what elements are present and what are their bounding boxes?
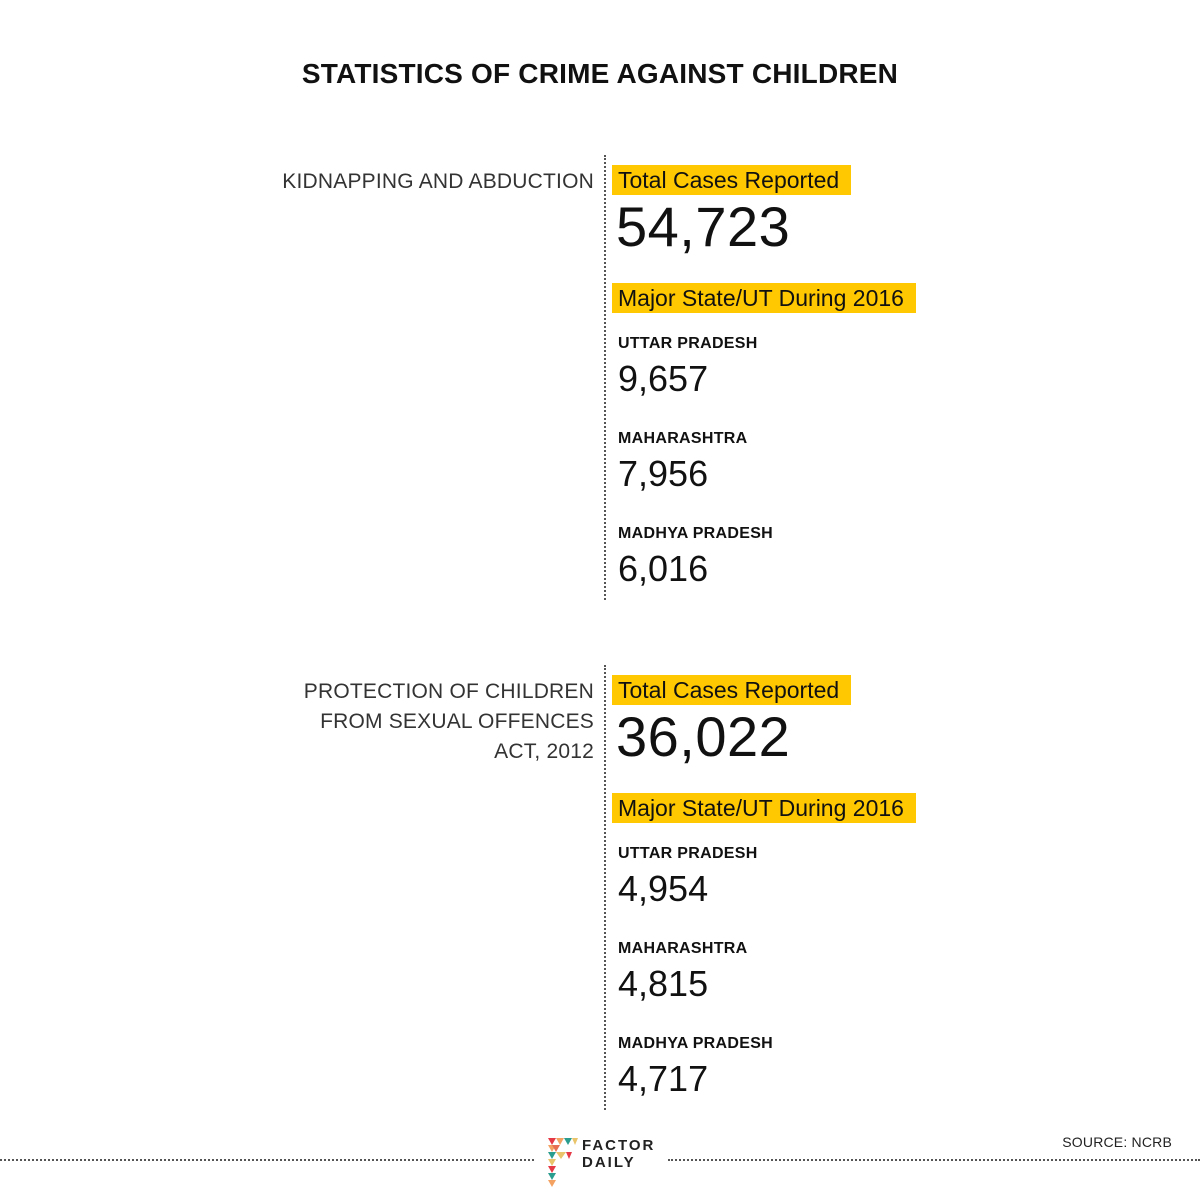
state-list	[612, 327, 916, 612]
section-content	[612, 165, 916, 612]
page-title: STATISTICS OF CRIME AGAINST CHILDREN	[301, 58, 899, 89]
total-cases-label: Total Cases Reported	[612, 675, 851, 705]
state-item	[618, 837, 916, 932]
section-content	[612, 675, 916, 1122]
category-label: PROTECTION OF CHILDREN FROM SEXUAL OFFENCES ACT, 2012	[303, 680, 594, 763]
state-name: UTTAR PRADESH	[618, 845, 758, 862]
logo-text	[582, 1137, 655, 1171]
state-name: UTTAR PRADESH	[618, 335, 758, 352]
state-value: 4,717	[618, 1058, 709, 1099]
state-item	[618, 327, 916, 422]
logo-text-line1: FACTOR	[582, 1137, 656, 1154]
state-list	[612, 837, 916, 1122]
factor-daily-logo	[546, 1136, 666, 1188]
section-pocso	[0, 665, 1200, 1110]
total-cases-value: 36,022	[616, 705, 791, 768]
major-states-label: Major State/UT During 2016	[612, 793, 916, 823]
dotted-divider	[604, 665, 606, 1110]
total-cases-label: Total Cases Reported	[612, 165, 851, 195]
state-item	[618, 517, 916, 612]
state-value: 4,954	[618, 868, 709, 909]
state-value: 6,016	[618, 548, 709, 589]
state-name: MAHARASHTRA	[618, 940, 748, 957]
total-cases-value: 54,723	[616, 195, 791, 258]
state-item	[618, 932, 916, 1027]
state-value: 4,815	[618, 963, 709, 1004]
state-name: MADHYA PRADESH	[618, 1035, 774, 1052]
state-value: 7,956	[618, 453, 709, 494]
category-label: KIDNAPPING AND ABDUCTION	[282, 170, 594, 193]
state-item	[618, 422, 916, 517]
footer-divider-left	[0, 1159, 534, 1161]
logo-text-line2: DAILY	[582, 1154, 636, 1171]
state-value: 9,657	[618, 358, 709, 399]
dotted-divider	[604, 155, 606, 600]
state-item	[618, 1027, 916, 1122]
footer-divider-right	[668, 1159, 1200, 1161]
state-name: MADHYA PRADESH	[618, 525, 774, 542]
logo-f-mark-icon	[546, 1136, 580, 1188]
state-name: MAHARASHTRA	[618, 430, 748, 447]
section-kidnapping	[0, 155, 1200, 600]
source-credit: SOURCE: NCRB	[1062, 1134, 1172, 1150]
major-states-label: Major State/UT During 2016	[612, 283, 916, 313]
